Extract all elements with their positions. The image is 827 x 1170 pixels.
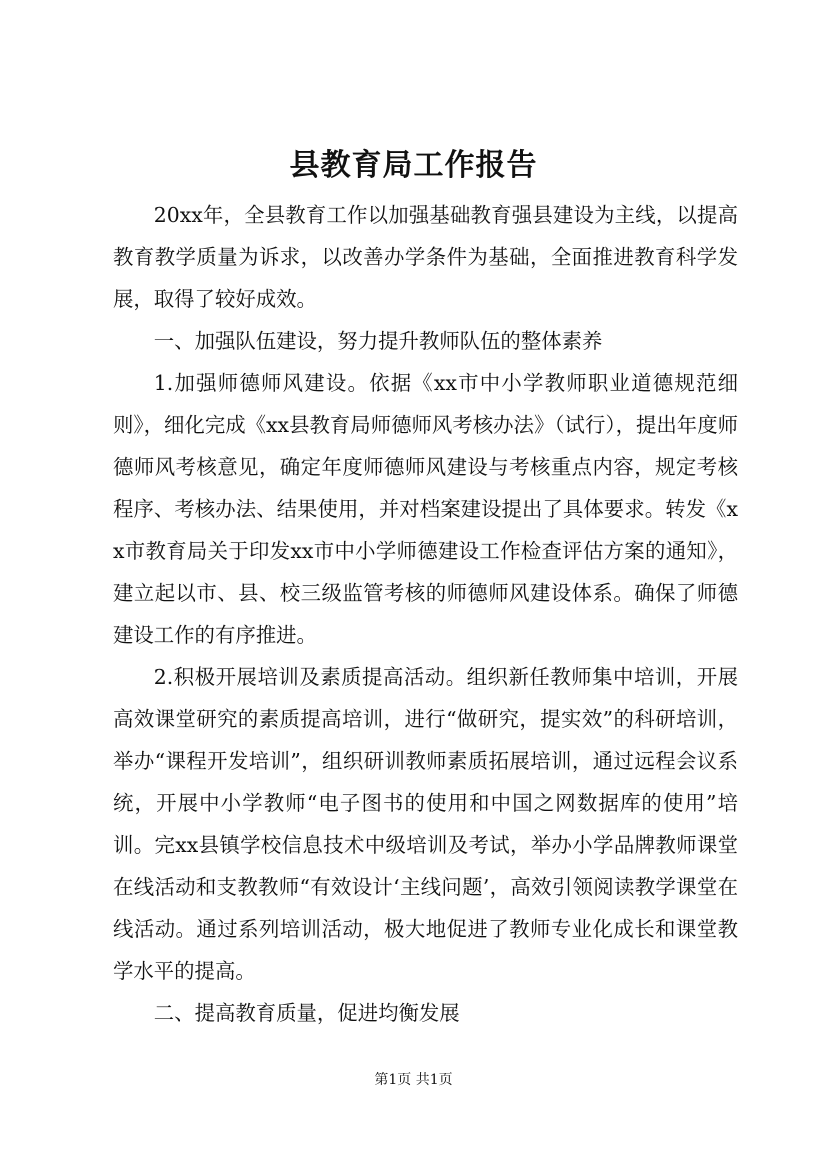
section-heading-2: 二、提高教育质量，促进均衡发展 — [153, 1001, 460, 1025]
document-title: 县教育局工作报告 — [289, 148, 538, 183]
page-number-footer: 第1页 共1页 — [374, 1072, 453, 1088]
paragraph-training: 2.积极开展培训及素质提高活动。组织新任教师集中培训，开展高效课堂研究的素质提高培训，进行“做研究，提实效”的科研培训，举办“课程开发培训”，组织研训教师素质拓展培训，通过远程会议系统，开展中小学教师“电子图书的使用和中国之网数据库的使用”培训。完xx县镇学校信息技术中级培训及考试，举办小学品牌教师课堂在线活动和支教教师“有效设计‘主线问题’，高效引领阅读教学课堂在线活动。通过系列培训活动，极大地促进了教师专业化成长和课堂教学水平的提高。 — [113, 665, 738, 983]
intro-paragraph: 20xx年，全县教育工作以加强基础教育强县建设为主线，以提高教育教学质量为诉求，以改善办学条件为基础，全面推进教育科学发展，取得了较好成效。 — [113, 203, 738, 311]
section-heading-1: 一、加强队伍建设，努力提升教师队伍的整体素养 — [153, 329, 603, 353]
document-body — [113, 194, 738, 1034]
paragraph-ethics: 1.加强师德师风建设。依据《xx市中小学教师职业道德规范细则》，细化完成《xx县教育局师德师风考核办法》（试行），提出年度师德师风考核意见，确定年度师德师风建设与考核重点内容，规定考核程序、考核办法、结果使用，并对档案建设提出了具体要求。转发《xx市教育局关于印发xx市中小学师德建设工作检查评估方案的通知》，建立起以市、县、校三级监管考核的师德师风建设体系。确保了师德建设工作的有序推进。 — [113, 371, 738, 647]
